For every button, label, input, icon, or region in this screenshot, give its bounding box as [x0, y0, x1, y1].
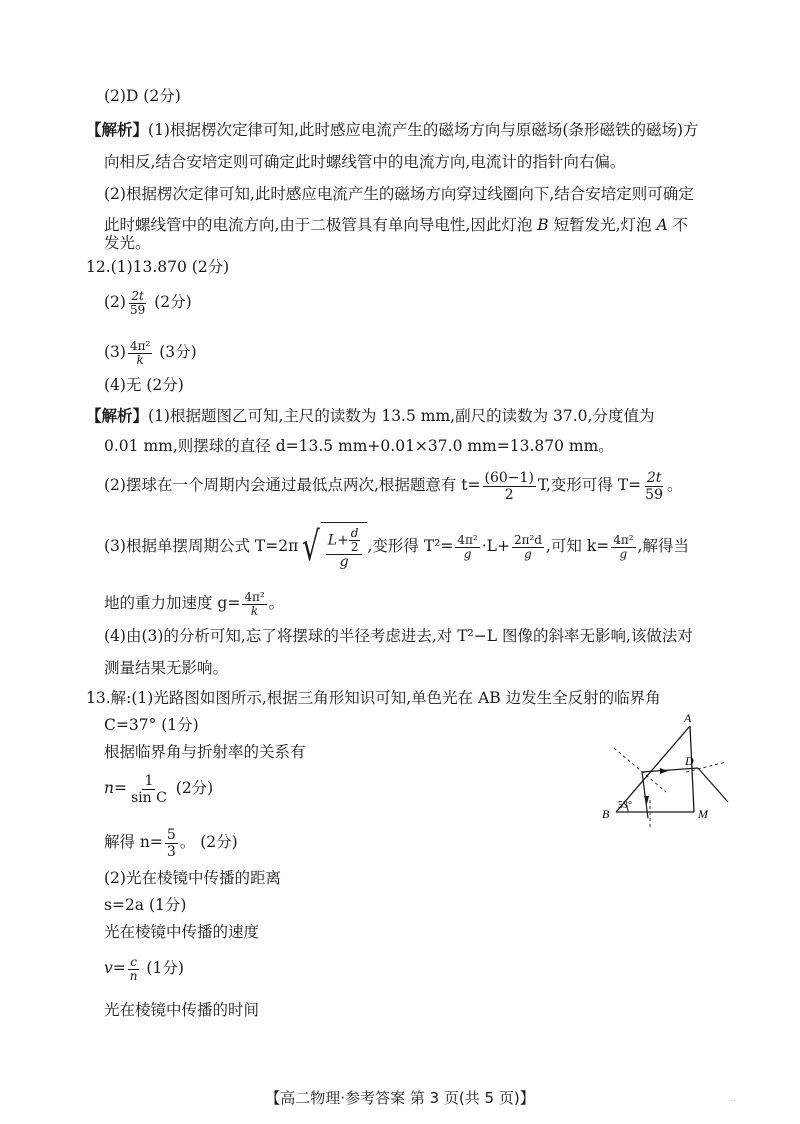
q12-answer-4: (4)无 (2分) [104, 376, 184, 394]
q12-answer-1 [86, 257, 229, 277]
q12-e3-mid2: ·L+ [481, 537, 510, 555]
q12-explanation-1b: 0.01 mm,则摆球的直径 d=13.5 mm+0.01×37.0 mm=13.870 mm。 [104, 437, 614, 455]
q13-line-2: C=37° (1分) [104, 716, 199, 734]
q12-explanation-3b [104, 583, 284, 623]
q11-exp2b-text3: 不 [667, 216, 689, 234]
q11-explanation-2a: (2)根据楞次定律可知,此时感应电流产生的磁场方向穿过线圈向下,结合安培定则可确定 [104, 185, 694, 203]
vertex-m-label: M [698, 807, 708, 821]
q12-a3-fraction: $\frac{\text{4π²}}{k}$ [129, 338, 151, 367]
q12-a2-fraction: $\frac{2t}{59}$ [129, 288, 146, 317]
q12-e2-fraction2: $\frac{2t}{59}$ [645, 469, 663, 503]
q12-a2-score: (2分) [154, 293, 192, 311]
q11-exp2b-text2: 短暂发光,灯泡 [548, 216, 657, 234]
prism-figure [590, 710, 750, 840]
q11-explanation-2b [104, 215, 688, 235]
corner-mark: .. [729, 1093, 736, 1104]
q13-l9-prefix: v= [104, 959, 126, 977]
light-ray [642, 768, 728, 818]
analysis-tag: 【解析】 [86, 120, 149, 139]
q13-line-6: (2)光在棱镜中传播的距离 [104, 869, 281, 887]
q13-l5-fraction: $\frac{5}{3}$ [166, 826, 176, 860]
q13-l4-fraction: $\frac{1}{\text{sin C}}$ [130, 772, 167, 806]
q12-e3b-text: 地的重力加速度 g= [104, 594, 241, 612]
q13-l5-score: 。 (2分) [179, 833, 238, 851]
q12-e1-text: (1)根据题图乙可知,主尺的读数为 13.5 mm,副尺的读数为 37.0,分度值为 [148, 407, 655, 425]
q11-explanation-2c: 发光。 [104, 234, 151, 252]
bulb-a-label: A [656, 216, 668, 234]
q12-a1-text: (1)13.870 (2分) [110, 258, 230, 276]
q12-e3-text: (3)根据单摆周期公式 T=2π [104, 537, 299, 555]
bulb-b-label: B [537, 216, 549, 234]
q12-e3-fraction1: $\frac{\text{4π²}}{g}$ [457, 532, 478, 561]
q12-a3-score: (3分) [159, 343, 197, 361]
q12-explanation-2 [104, 465, 683, 505]
point-d-label: D [685, 754, 694, 768]
analysis-tag: 【解析】 [86, 406, 149, 425]
ray-arrow-1 [660, 768, 668, 774]
q12-explanation-4a: (4)由(3)的分析可知,忘了将摆球的半径考虑进去,对 T²−L 图像的斜率无影响,该做法对 [104, 627, 693, 645]
q12-explanation-3 [104, 516, 689, 576]
q12-explanation-1a [86, 406, 654, 426]
q13-line-10: 光在棱镜中传播的时间 [104, 1001, 260, 1019]
q12-answer-2 [104, 283, 192, 321]
q12-e2-text: (2)摆球在一个周期内会通过最低点两次,根据题意有 t= [104, 476, 481, 494]
vertex-b-label: B [602, 807, 610, 821]
q12-explanation-4b: 测量结果无影响。 [104, 659, 229, 677]
q12-e3-mid3: ,可知 k= [545, 537, 610, 555]
q12-e2-fraction1: $\frac{(60-1)}{2}$ [484, 469, 534, 503]
q13-line-4 [104, 768, 213, 808]
q12-a2-prefix: (2) [104, 293, 126, 311]
q13-line-8: 光在棱镜中传播的速度 [104, 923, 260, 941]
q13-l4-score: (2分) [175, 779, 214, 797]
q12-e3b-fraction: $\frac{\text{4π²}}{k}$ [244, 589, 265, 618]
q13-line-7: s=2a (1分) [104, 896, 187, 914]
q12-e2-mid: T,变形可得 T= [537, 476, 642, 494]
q11-explanation-1b: 向相反,结合安培定则可确定此时螺线管中的电流方向,电流计的指针向右偏。 [104, 153, 626, 171]
q11-exp1-text: (1)根据楞次定律可知,此时感应电流产生的磁场方向与原磁场(条形磁铁的磁场)方 [148, 121, 699, 139]
vertex-a-label: A [684, 711, 692, 725]
q13-line-5 [104, 822, 238, 862]
q12-answer-3 [104, 333, 197, 371]
period-sqrt: √ L+ $\frac{d}{2}$ g [298, 522, 367, 572]
normal-lines [614, 748, 726, 828]
page-footer: 【高二物理·参考答案 第 3 页(共 5 页)】 [265, 1089, 535, 1107]
q13-l9-score: (1分) [146, 959, 184, 977]
q12-e2-end: 。 [667, 476, 683, 494]
q11-answer-2: (2)D (2分) [104, 87, 181, 105]
q12-number: 12. [86, 258, 111, 276]
q13-l5-prefix: 解得 n= [104, 833, 163, 851]
q12-e3-mid1: ,变形得 T²= [367, 537, 454, 555]
q13-line-3: 根据临界角与折射率的关系有 [104, 743, 306, 761]
q12-e3b-end: 。 [268, 594, 285, 612]
q11-exp2b-text1: 此时螺线管中的电流方向,由于二极管具有单向导电性,因此灯泡 [104, 216, 538, 234]
q13-l9-fraction: $\frac{c}{n}$ [129, 954, 138, 983]
q13-line-1: 13.解:(1)光路图如图所示,根据三角形知识可知,单色光在 AB 边发生全反射的临界角 [86, 689, 661, 707]
q12-e3-fraction3: $\frac{\text{4π²}}{g}$ [613, 532, 634, 561]
q13-line-9 [104, 948, 184, 988]
q12-e3-end: ,解得当 [637, 537, 689, 555]
q12-a3-prefix: (3) [104, 343, 126, 361]
angle-label: 53° [618, 800, 632, 811]
q12-e3-fraction2: $\frac{\text{2π²d}}{g}$ [513, 532, 542, 561]
q13-l4-prefix: n= [104, 779, 127, 797]
q11-explanation-1a [86, 120, 699, 140]
